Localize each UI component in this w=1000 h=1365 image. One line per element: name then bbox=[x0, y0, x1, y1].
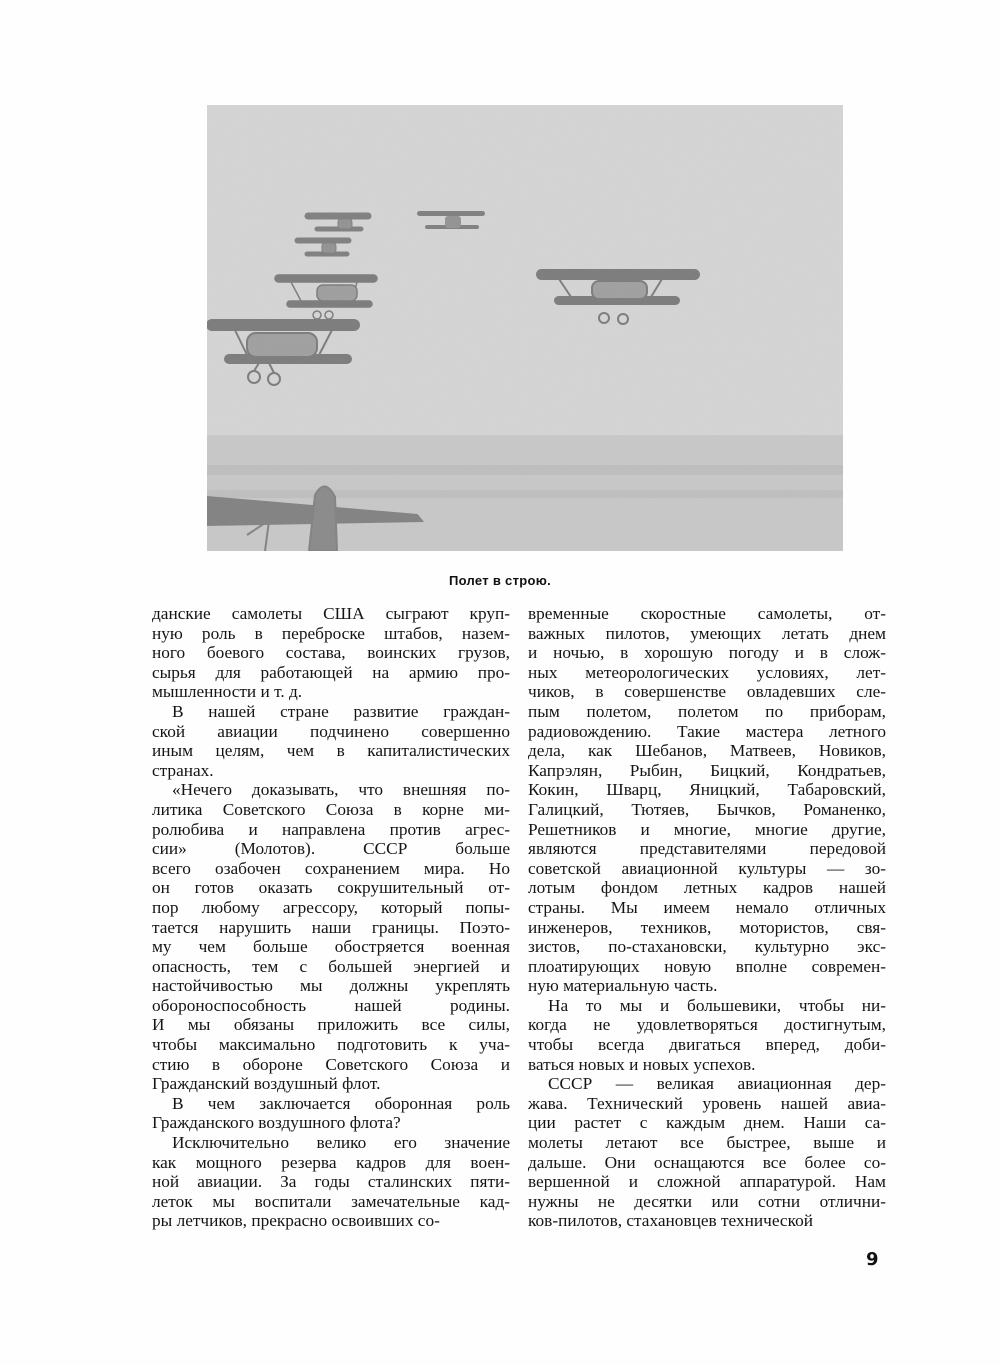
text-line: сии» (Молотов). СССР больше bbox=[152, 839, 510, 859]
text-line: Гражданский воздушный флот. bbox=[152, 1074, 381, 1094]
text-line: временные скоростные самолеты, от- bbox=[528, 604, 886, 623]
text-line: мышленности и т. д. bbox=[152, 682, 303, 702]
paragraph bbox=[528, 996, 886, 1074]
biplanes-illustration bbox=[207, 105, 843, 551]
text-line: чтобы максимально подготовить к уча- bbox=[152, 1035, 510, 1055]
text-line: опасность, тем с большей энергией и bbox=[152, 956, 510, 976]
text-line: ков-пилотов, стахановцев технической bbox=[528, 1211, 814, 1231]
text-line: леток мы воспитали замечательные кад- bbox=[152, 1191, 510, 1211]
text-line: страны. Мы имеем немало отличных bbox=[528, 897, 886, 917]
text-line: ры летчиков, прекрасно освоивших со- bbox=[152, 1211, 440, 1231]
text-line: жава. Технический уровень нашей авиа- bbox=[528, 1093, 886, 1113]
text-line: когда не удовлетворяться достигнутым, bbox=[528, 1015, 886, 1035]
text-line: плоатирующих новую вполне современ- bbox=[528, 956, 886, 976]
photo-caption: Полет в строю. bbox=[448, 573, 552, 588]
text-line: являются представителями передовой bbox=[528, 839, 886, 859]
text-line: ской авиации подчинено совершенно bbox=[152, 721, 510, 741]
left-text-column bbox=[152, 604, 510, 1231]
text-line: Капрэлян, Рыбин, Бицкий, Кондратьев, bbox=[528, 760, 886, 780]
text-line: ваться новых и новых успехов. bbox=[528, 1054, 756, 1074]
text-line: Исключительно велико его значение bbox=[172, 1133, 510, 1153]
text-line: он готов оказать сокрушительный от- bbox=[152, 878, 510, 898]
text-line: зистов, по-стахановски, культурно экс- bbox=[528, 937, 886, 957]
text-line: ных метеорологических условиях, лет- bbox=[528, 662, 886, 682]
text-line: СССР — великая авиационная дер- bbox=[548, 1074, 886, 1094]
text-line: Гражданского воздушного флота? bbox=[152, 1113, 401, 1133]
right-text-column bbox=[528, 604, 886, 1231]
text-line: как мощного резерва кадров для воен- bbox=[152, 1152, 510, 1172]
text-line: Галицкий, Тютяев, Бычков, Романенко, bbox=[528, 799, 886, 819]
text-line: ной авиации. За годы сталинских пяти- bbox=[152, 1172, 510, 1192]
text-line: пым полетом, полетом по приборам, bbox=[528, 701, 886, 721]
text-line: тается нарушить наши границы. Поэто- bbox=[152, 917, 510, 937]
text-line: ного боевого состава, воинских грузов, bbox=[152, 643, 510, 663]
text-line: лотым фондом летных кадров нашей bbox=[528, 878, 886, 898]
paragraph bbox=[152, 702, 510, 780]
text-line: чиков, в совершенстве овладевших сле- bbox=[528, 682, 886, 702]
text-line: ную роль в переброске штабов, назем- bbox=[152, 623, 510, 643]
text-line: данские самолеты США сыграют круп- bbox=[152, 604, 510, 623]
text-line: В нашей стране развитие граждан- bbox=[172, 701, 510, 721]
text-line: дальше. Они оснащаются все более со- bbox=[528, 1152, 886, 1172]
text-line: ролюбива и направлена против агрес- bbox=[152, 819, 510, 839]
text-line: и ночью, в хорошую погоду и в слож- bbox=[528, 643, 886, 663]
text-line: литика Советского Союза в корне ми- bbox=[152, 799, 510, 819]
text-line: иным целям, чем в капиталистических bbox=[152, 741, 510, 761]
text-line: нужны не десятки или сотни отлични- bbox=[528, 1191, 886, 1211]
page-number: 9 bbox=[866, 1249, 879, 1270]
text-line: стию в обороне Советского Союза и bbox=[152, 1054, 510, 1074]
paragraph bbox=[152, 604, 510, 702]
paragraph bbox=[152, 1133, 510, 1231]
text-line: советской авиационной культуры — зо- bbox=[528, 858, 886, 878]
text-line: чтобы всегда двигаться вперед, доби- bbox=[528, 1035, 886, 1055]
text-line: ную материальную часть. bbox=[528, 976, 718, 996]
text-line: ции растет с каждым днем. Наши са- bbox=[528, 1113, 886, 1133]
text-line: вершенной и сложной аппаратурой. Нам bbox=[528, 1172, 886, 1192]
text-line: В чем заключается оборонная роль bbox=[172, 1093, 510, 1113]
text-line: Кокин, Шварц, Яницкий, Табаровский, bbox=[528, 780, 886, 800]
formation-flight-photo bbox=[207, 105, 843, 551]
paragraph bbox=[528, 1074, 886, 1231]
text-line: Решетников и многие, многие другие, bbox=[528, 819, 886, 839]
text-line: пор любому агрессору, который попы- bbox=[152, 897, 510, 917]
text-line: инженеров, техников, мотористов, свя- bbox=[528, 917, 886, 937]
text-line: молеты летают все быстрее, выше и bbox=[528, 1133, 886, 1153]
text-line: дела, как Шебанов, Матвеев, Новиков, bbox=[528, 741, 886, 761]
text-line: всего озабочен сохранением мира. Но bbox=[152, 858, 510, 878]
text-line: обороноспособность нашей родины. bbox=[152, 995, 510, 1015]
text-line: странах. bbox=[152, 760, 214, 780]
text-line: И мы обязаны приложить все силы, bbox=[152, 1015, 510, 1035]
paragraph bbox=[528, 604, 886, 996]
paragraph bbox=[152, 780, 510, 1094]
text-line: На то мы и большевики, чтобы ни- bbox=[548, 995, 886, 1015]
text-line: «Нечего доказывать, что внешняя по- bbox=[172, 780, 510, 800]
text-line: сырья для работающей на армию про- bbox=[152, 662, 510, 682]
paragraph bbox=[152, 1094, 510, 1133]
text-line: му чем больше обостряется военная bbox=[152, 937, 510, 957]
text-line: важных пилотов, умеющих летать днем bbox=[528, 623, 886, 643]
text-line: настойчивостью мы должны укреплять bbox=[152, 976, 510, 996]
text-line: радиовождению. Такие мастера летного bbox=[528, 721, 886, 741]
